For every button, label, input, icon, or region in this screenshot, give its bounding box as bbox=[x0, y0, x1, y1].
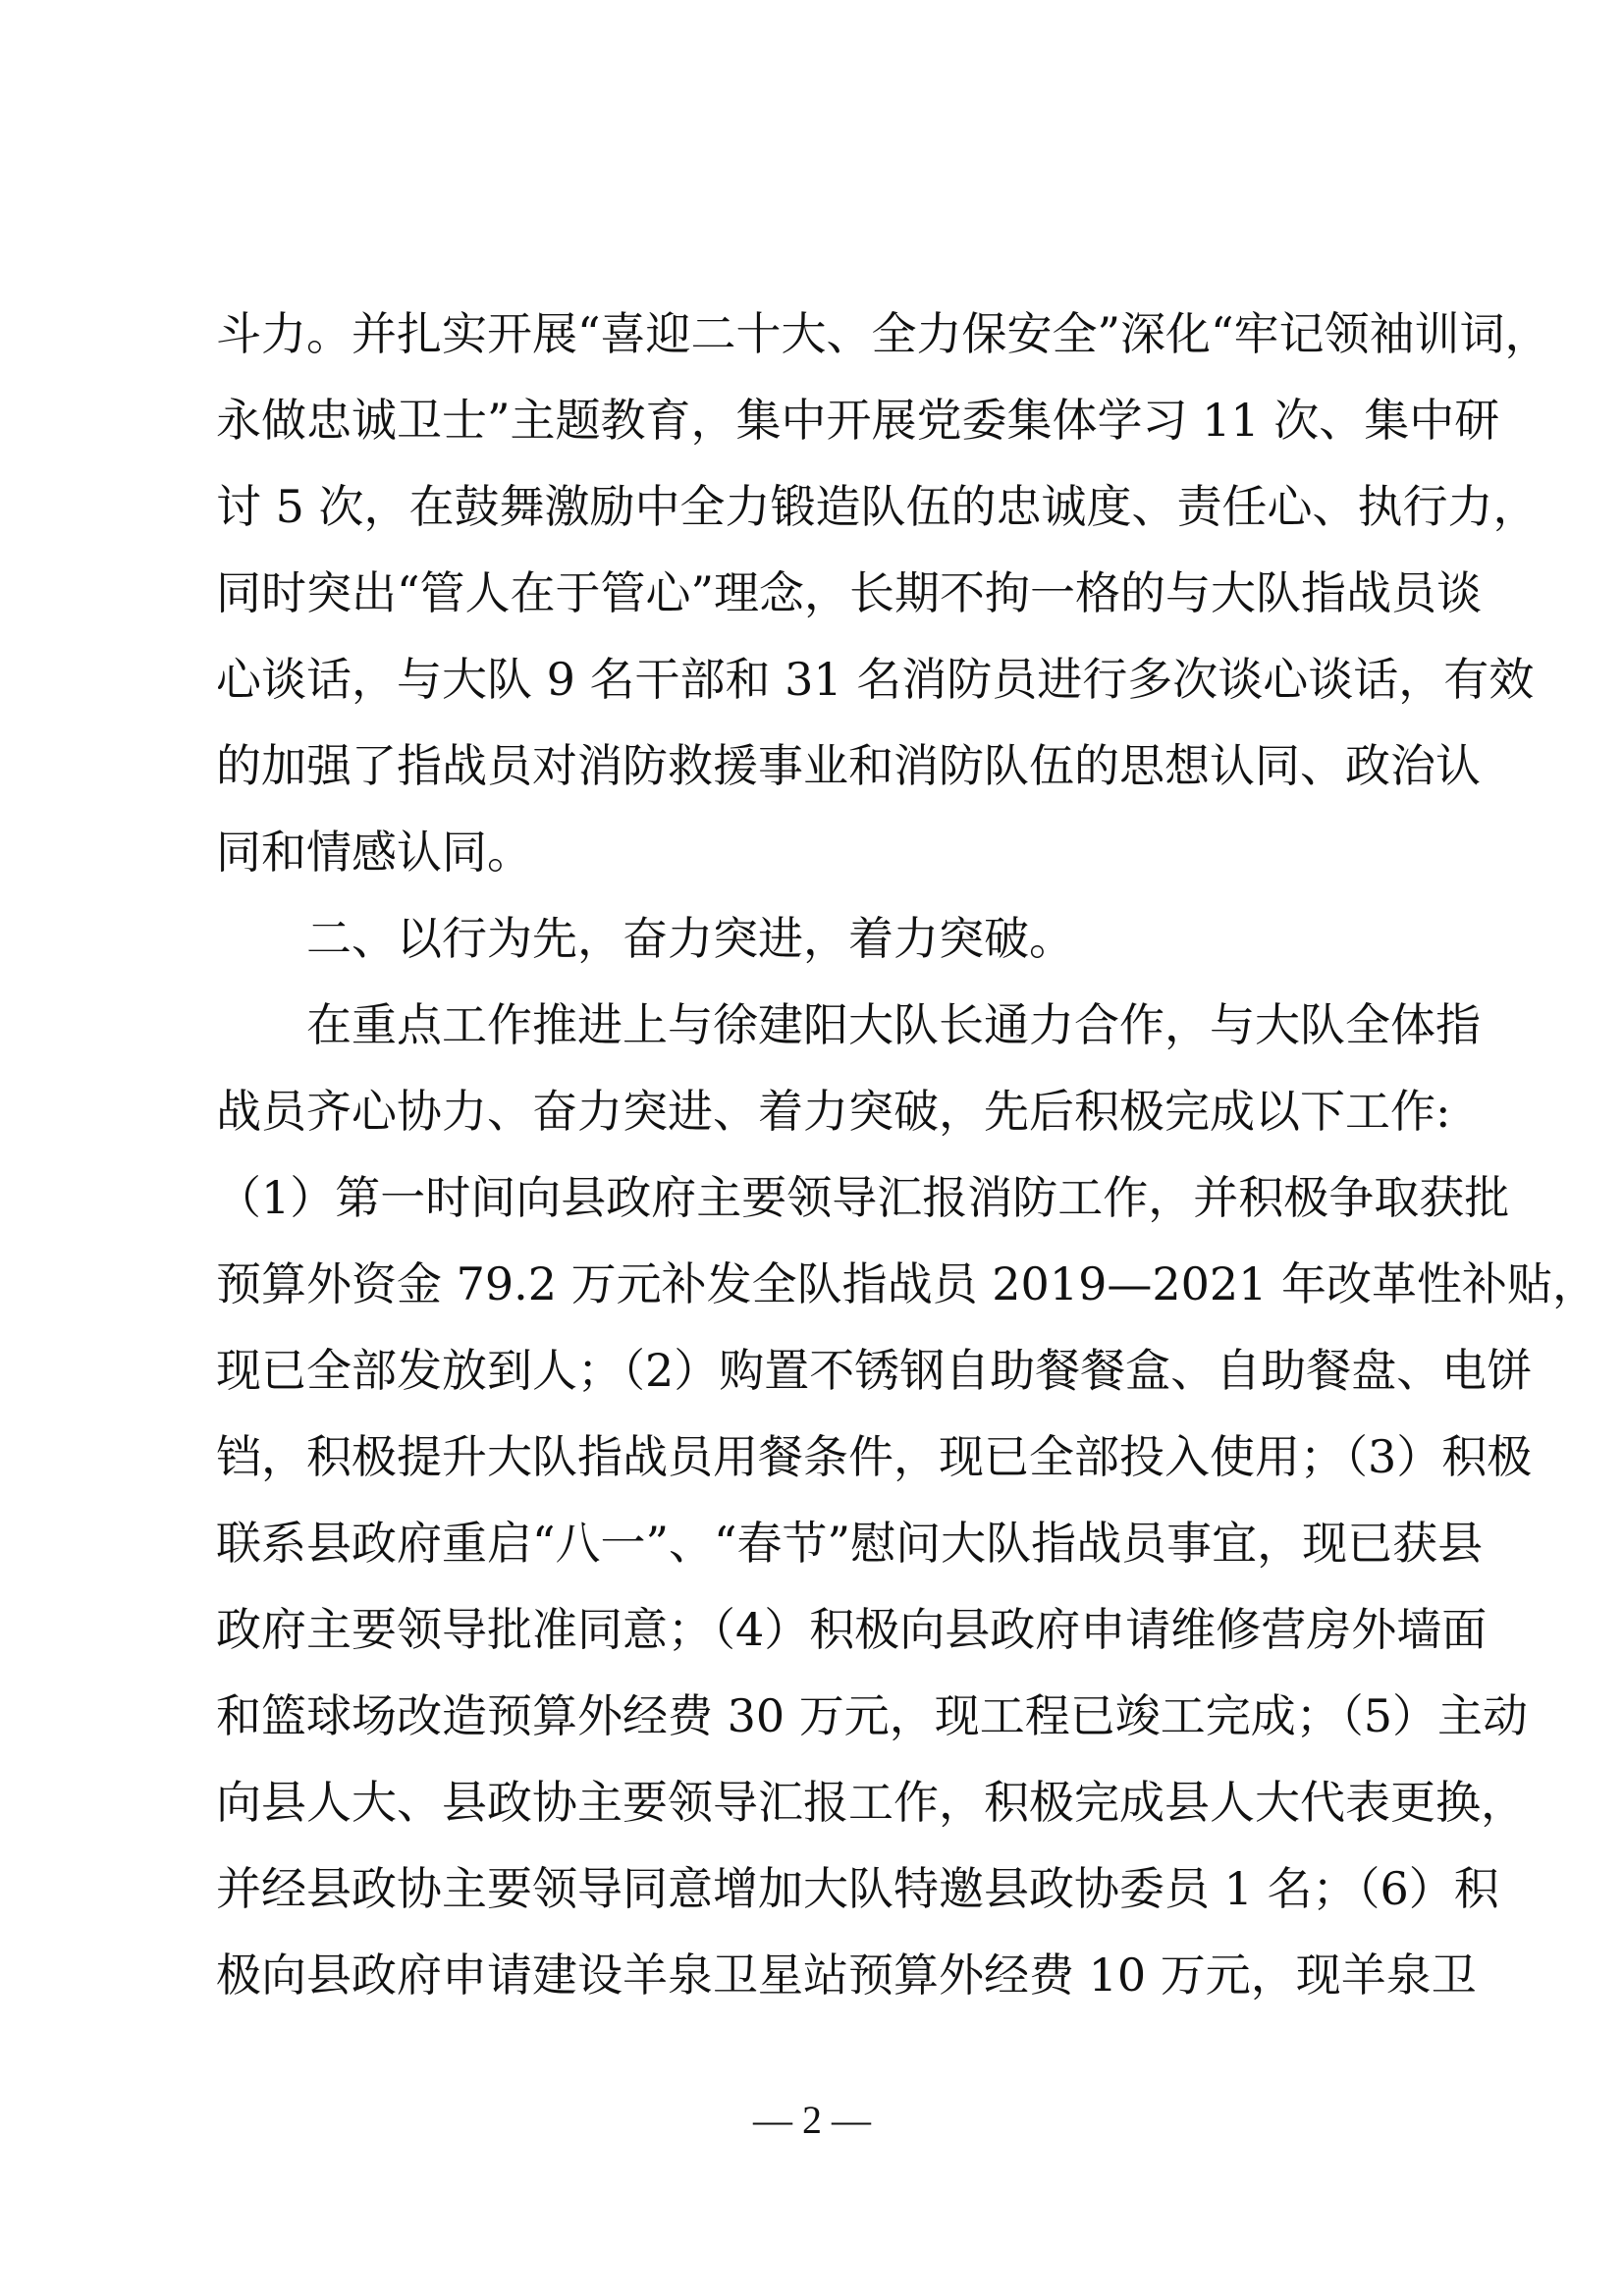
text-line: 向县人大、县政协主要领导汇报工作，积极完成县人大代表更换， bbox=[216, 1776, 1526, 1829]
text-line: 讨 5 次，在鼓舞激励中全力锻造队伍的忠诚度、责任心、执行力， bbox=[216, 480, 1539, 533]
heading-line: 二、以行为先，奋力突进，着力突破。 bbox=[306, 912, 1074, 965]
text-line: 极向县政府申请建设羊泉卫星站预算外经费 10 万元，现羊泉卫 bbox=[216, 1949, 1477, 2002]
text-line: 同和情感认同。 bbox=[216, 826, 532, 879]
text-line: 现已全部发放到人；（2）购置不锈钢自助餐餐盒、自助餐盘、电饼 bbox=[216, 1344, 1533, 1397]
text-line: 并经县政协主要领导同意增加大队特邀县政协委员 1 名；（6）积 bbox=[216, 1862, 1499, 1915]
text-line: 政府主要领导批准同意；（4）积极向县政府申请维修营房外墙面 bbox=[216, 1603, 1488, 1656]
text-line: 斗力。并扎实开展“喜迎二十大、全力保安全”深化“牢记领袖训词， bbox=[216, 307, 1550, 360]
text-line: 铛，积极提升大队指战员用餐条件，现已全部投入使用；（3）积极 bbox=[216, 1430, 1533, 1483]
text-line: 在重点工作推进上与徐建阳大队长通力合作，与大队全体指 bbox=[306, 998, 1481, 1051]
text-line: （1）第一时间向县政府主要领导汇报消防工作，并积极争取获批 bbox=[216, 1171, 1510, 1224]
text-line: 心谈话，与大队 9 名干部和 31 名消防员进行多次谈心谈话，有效 bbox=[216, 653, 1535, 706]
text-line: 和篮球场改造预算外经费 30 万元，现工程已竣工完成；（5）主动 bbox=[216, 1689, 1529, 1742]
text-line: 预算外资金 79.2 万元补发全队指战员 2019—2021 年改革性补贴， bbox=[216, 1257, 1598, 1310]
text-line: 联系县政府重启“八一”、“春节”慰问大队指战员事宜，现已获县 bbox=[216, 1517, 1484, 1570]
text-line: 的加强了指战员对消防救援事业和消防队伍的思想认同、政治认 bbox=[216, 739, 1481, 792]
text-line: 战员齐心协力、奋力突进、着力突破，先后积极完成以下工作: bbox=[216, 1085, 1451, 1138]
page-number: — 2 — bbox=[753, 2098, 871, 2142]
text-line: 同时突出“管人在于管心”理念，长期不拘一格的与大队指战员谈 bbox=[216, 566, 1483, 619]
text-line: 永做忠诚卫士”主题教育，集中开展党委集体学习 11 次、集中研 bbox=[216, 394, 1500, 447]
